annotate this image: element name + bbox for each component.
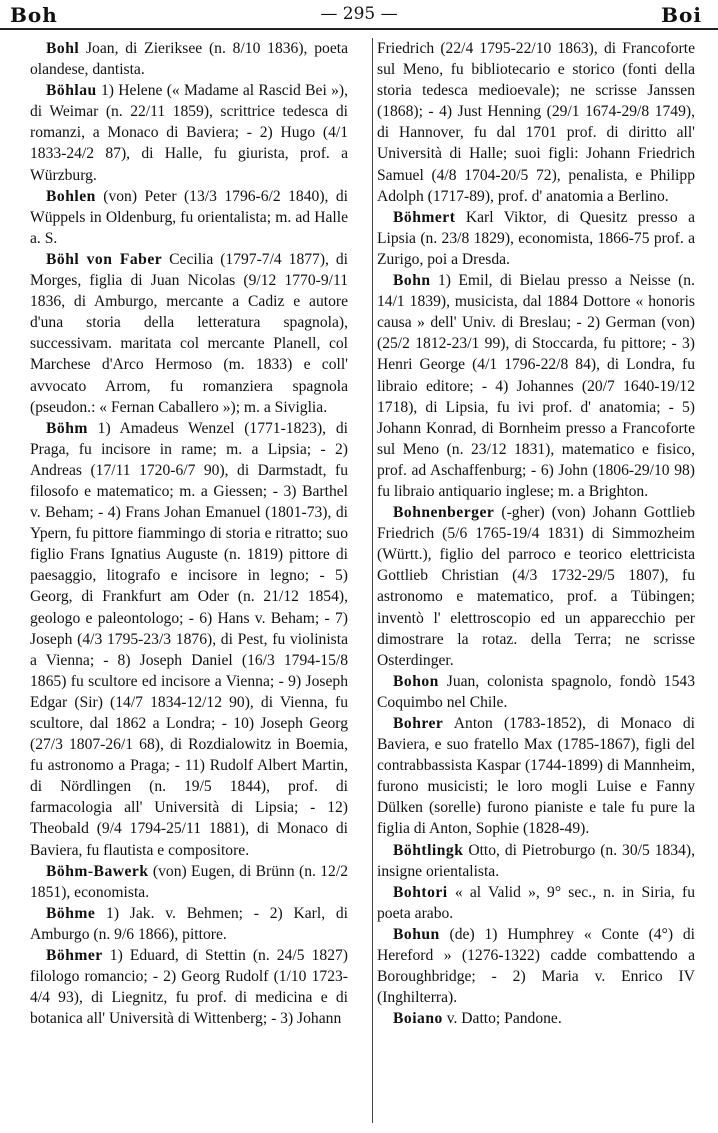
entry-text: 1) Amadeus Wenzel (1771-1823), di Praga, fu incisore in rame; m. a Lipsia; - 2) Andreas (17/11 1720-6/7 90), di Darmstadt, fu filosofo e matematico; m. a Giessen; - 3) Barthel v. Beham; - 4) Frans Johan Emanuel (1801-73), di Ypern, fu pittore fiammingo di storia e ritratto; suo figlio Frans Ignatius Auguste (n. 1819) pittore di paesaggio, litografo e incisore in legno; - 5) Georg, di Frankfurt am Oder (n. 21/12 1854), geologo e paleontologo; - 6) Hans v. Beham; - 7) Joseph (4/3 1795-23/3 1876), di Pest, fu violinista a Vienna; - 8) Joseph Daniel (16/3 1794-15/8 1865) fu scultore ed incisore a Vienna; - 9) Joseph Edgar (Sir) (14/7 1834-12/12 90), di Vienna, fu scultore, dal 1862 a Londra; - 10) Joseph Georg (27/3 1807-26/1 68), di Rozdialowitz in Boemia, fu astronomo a Praga; - 11) Rudolf Albert Martin, di Nördlingen (n. 19/5 1844), prof. di farmacologia all' Università di Lipsia; - 12) Theobald (9/4 1794-25/11 1881), di Monaco di Baviera, fu flautista e compositore. [30, 419, 348, 859]
headword: Boiano [393, 1010, 443, 1028]
headword: Böhmert [393, 208, 456, 226]
entry-text: Otto, di Pietroburgo (n. 30/5 1834), insigne orientalista. [377, 841, 695, 880]
headword: Bohl [46, 40, 80, 57]
header-right-word: Boi [661, 3, 702, 27]
entry-text: (de) 1) Humphrey « Conte (4°) di Hereford » (1276-1322) cadde combattendo a Boroughbridge; - 2) Maria v. Enrico IV (Inghilterra). [377, 925, 695, 1007]
entry-text: Juan, colonista spagnolo, fondò 1543 Coquimbo nel Chile. [377, 672, 695, 711]
headword: Böhme [46, 904, 96, 922]
entry [30, 186, 348, 249]
entry-text: Joan, di Zieriksee (n. 8/10 1836), poeta olandese, dantista. [30, 40, 348, 79]
entry [30, 80, 348, 185]
entry [30, 38, 348, 80]
entry-text: v. Datto; Pandone. [442, 1010, 562, 1028]
headword: Böhtlingk [393, 841, 464, 859]
entry [377, 924, 695, 1008]
entry [377, 882, 695, 924]
entry [377, 671, 695, 713]
header-left-word: Boh [10, 3, 58, 27]
entry-text: 1) Eduard, di Stettin (n. 24/5 1827) filologo romancio; - 2) Georg Rudolf (1/10 1723-4/4 93), di Liegnitz, fu prof. di medicina e di botanica all' Università di Wittenberg; - 3) Johann [30, 947, 348, 1028]
entry-text: Cecilia (1797-7/4 1877), di Morges, figlia di Juan Nicolas (9/12 1770-9/11 1836, di Amburgo, mercante a Cadiz e autore d'una storia della letteratura spagnola), successivam. maritata col mercante Planell, col Marchese d'Arco Hermoso (m. 1833) e coll' avvocato Arrom, fu romanziera spagnola (pseudon.: « Fernan Caballero »); m. a Siviglia. [30, 250, 348, 416]
right-column [372, 38, 695, 1123]
entry [30, 249, 348, 418]
headword: Böhm-Bawerk [46, 862, 149, 880]
entry [30, 945, 348, 1029]
entry [377, 270, 695, 502]
entry-text: (von) Peter (13/3 1796-6/2 1840), di Wüppels in Oldenburg, fu orientalista; m. ad Halle a. S. [30, 187, 348, 247]
headword: Bohlen [46, 187, 96, 205]
page-header [0, 0, 718, 30]
entry [30, 903, 348, 945]
entry [377, 713, 695, 840]
headword: Böhm [46, 419, 88, 437]
entry-text: Karl Viktor, di Quesitz presso a Lipsia (n. 23/8 1829), economista, 1866-75 prof. a Zurigo, poi a Dresda. [377, 208, 695, 268]
entry [377, 840, 695, 882]
headword: Bohtori [393, 883, 448, 901]
entry-continuation [377, 38, 695, 207]
headword: Bohrer [393, 715, 444, 732]
entry-text: (-gher) (von) Johann Gottlieb Friedrich (5/6 1765-19/4 1831) di Simmozheim (Württ.), figlio del parroco e teorico elettricista Gottlieb Christian (4/3 1732-29/5 1807), fu astronomo e matematico, prof. a Tübingen; inventò l' elettroscopio ed un apparecchio per dimostrare la rotaz. della Terra; ne scrisse Osterdinger. [377, 504, 695, 669]
headword: Böhmer [46, 947, 103, 965]
headword: Böhl von Faber [46, 250, 163, 268]
entry [30, 418, 348, 861]
entry-text: 1) Jak. v. Behmen; - 2) Karl, di Amburgo (n. 9/6 1866), pittore. [30, 904, 348, 943]
headword: Bohn [393, 272, 431, 290]
entry-text: (von) Eugen, di Brünn (n. 12/2 1851), economista. [30, 862, 348, 901]
entry [377, 502, 695, 671]
entry-text: Friedrich (22/4 1795-22/10 1863), di Francoforte sul Meno, fu bibliotecario e storico (fonti della storia tedesca medioevale); ne scrisse Janssen (1868); - 4) Just Henning (29/1 1674-29/8 1749), di Hannover, fu dal 1701 prof. di diritto all' Università di Halle; suoi figli: Johann Friedrich Samuel (4/8 1704-20/5 72), penalista, e Philipp Adolph (1717-89), prof. d' anatomia a Berlino. [377, 40, 695, 205]
headword: Bohon [393, 672, 439, 690]
headword: Böhlau [46, 82, 97, 100]
entry [30, 861, 348, 903]
headword: Bohnenberger [393, 504, 495, 522]
entry-text: Anton (1783-1852), di Monaco di Baviera, e suo fratello Max (1785-1867), figli del contrabbassista Kaspar (1744-1899) di Mannheim, furono musicisti; le loro mogli Luise e Fanny Dülken (sorelle) furono pianiste e tale fu pure la figlia di Anton, Sophie (1828-49). [377, 715, 695, 838]
entry [377, 207, 695, 270]
entry-text: 1) Helene (« Madame al Rascid Bei »), di Weimar (n. 22/11 1859), scrittrice tedesca di romanzi, a Monaco di Baviera; - 2) Hugo (4/1 1833-24/2 87), di Halle, fu giurista, prof. a Würzburg. [30, 82, 348, 184]
entry [377, 1008, 695, 1029]
page-number: — 295 — [320, 4, 398, 24]
headword: Bohun [393, 925, 440, 943]
entry-text: « al Valid », 9° sec., n. in Siria, fu poeta arabo. [377, 883, 695, 922]
left-column [30, 38, 348, 1123]
entry-text: 1) Emil, di Bielau presso a Neisse (n. 14/1 1839), musicista, dal 1884 Dottore « honoris causa » dell' Univ. di Breslau; - 2) German (von) (25/2 1812-23/1 99), di Stoccarda, fu pittore; - 3) Henri George (4/1 1796-22/8 84), di Londra, fu libraio editore; - 4) Johannes (20/7 1640-19/12 1718), di Lipsia, fu ivi prof. d' anatomia; - 5) Johann Konrad, di Bornheim presso a Francoforte sul Meno (n. 23/12 1831), matematico e fisico, prof. ad Aschaffenburg; - 6) John (1806-29/10 98) fu libraio antiquario inglese; m. a Brighton. [377, 272, 695, 500]
